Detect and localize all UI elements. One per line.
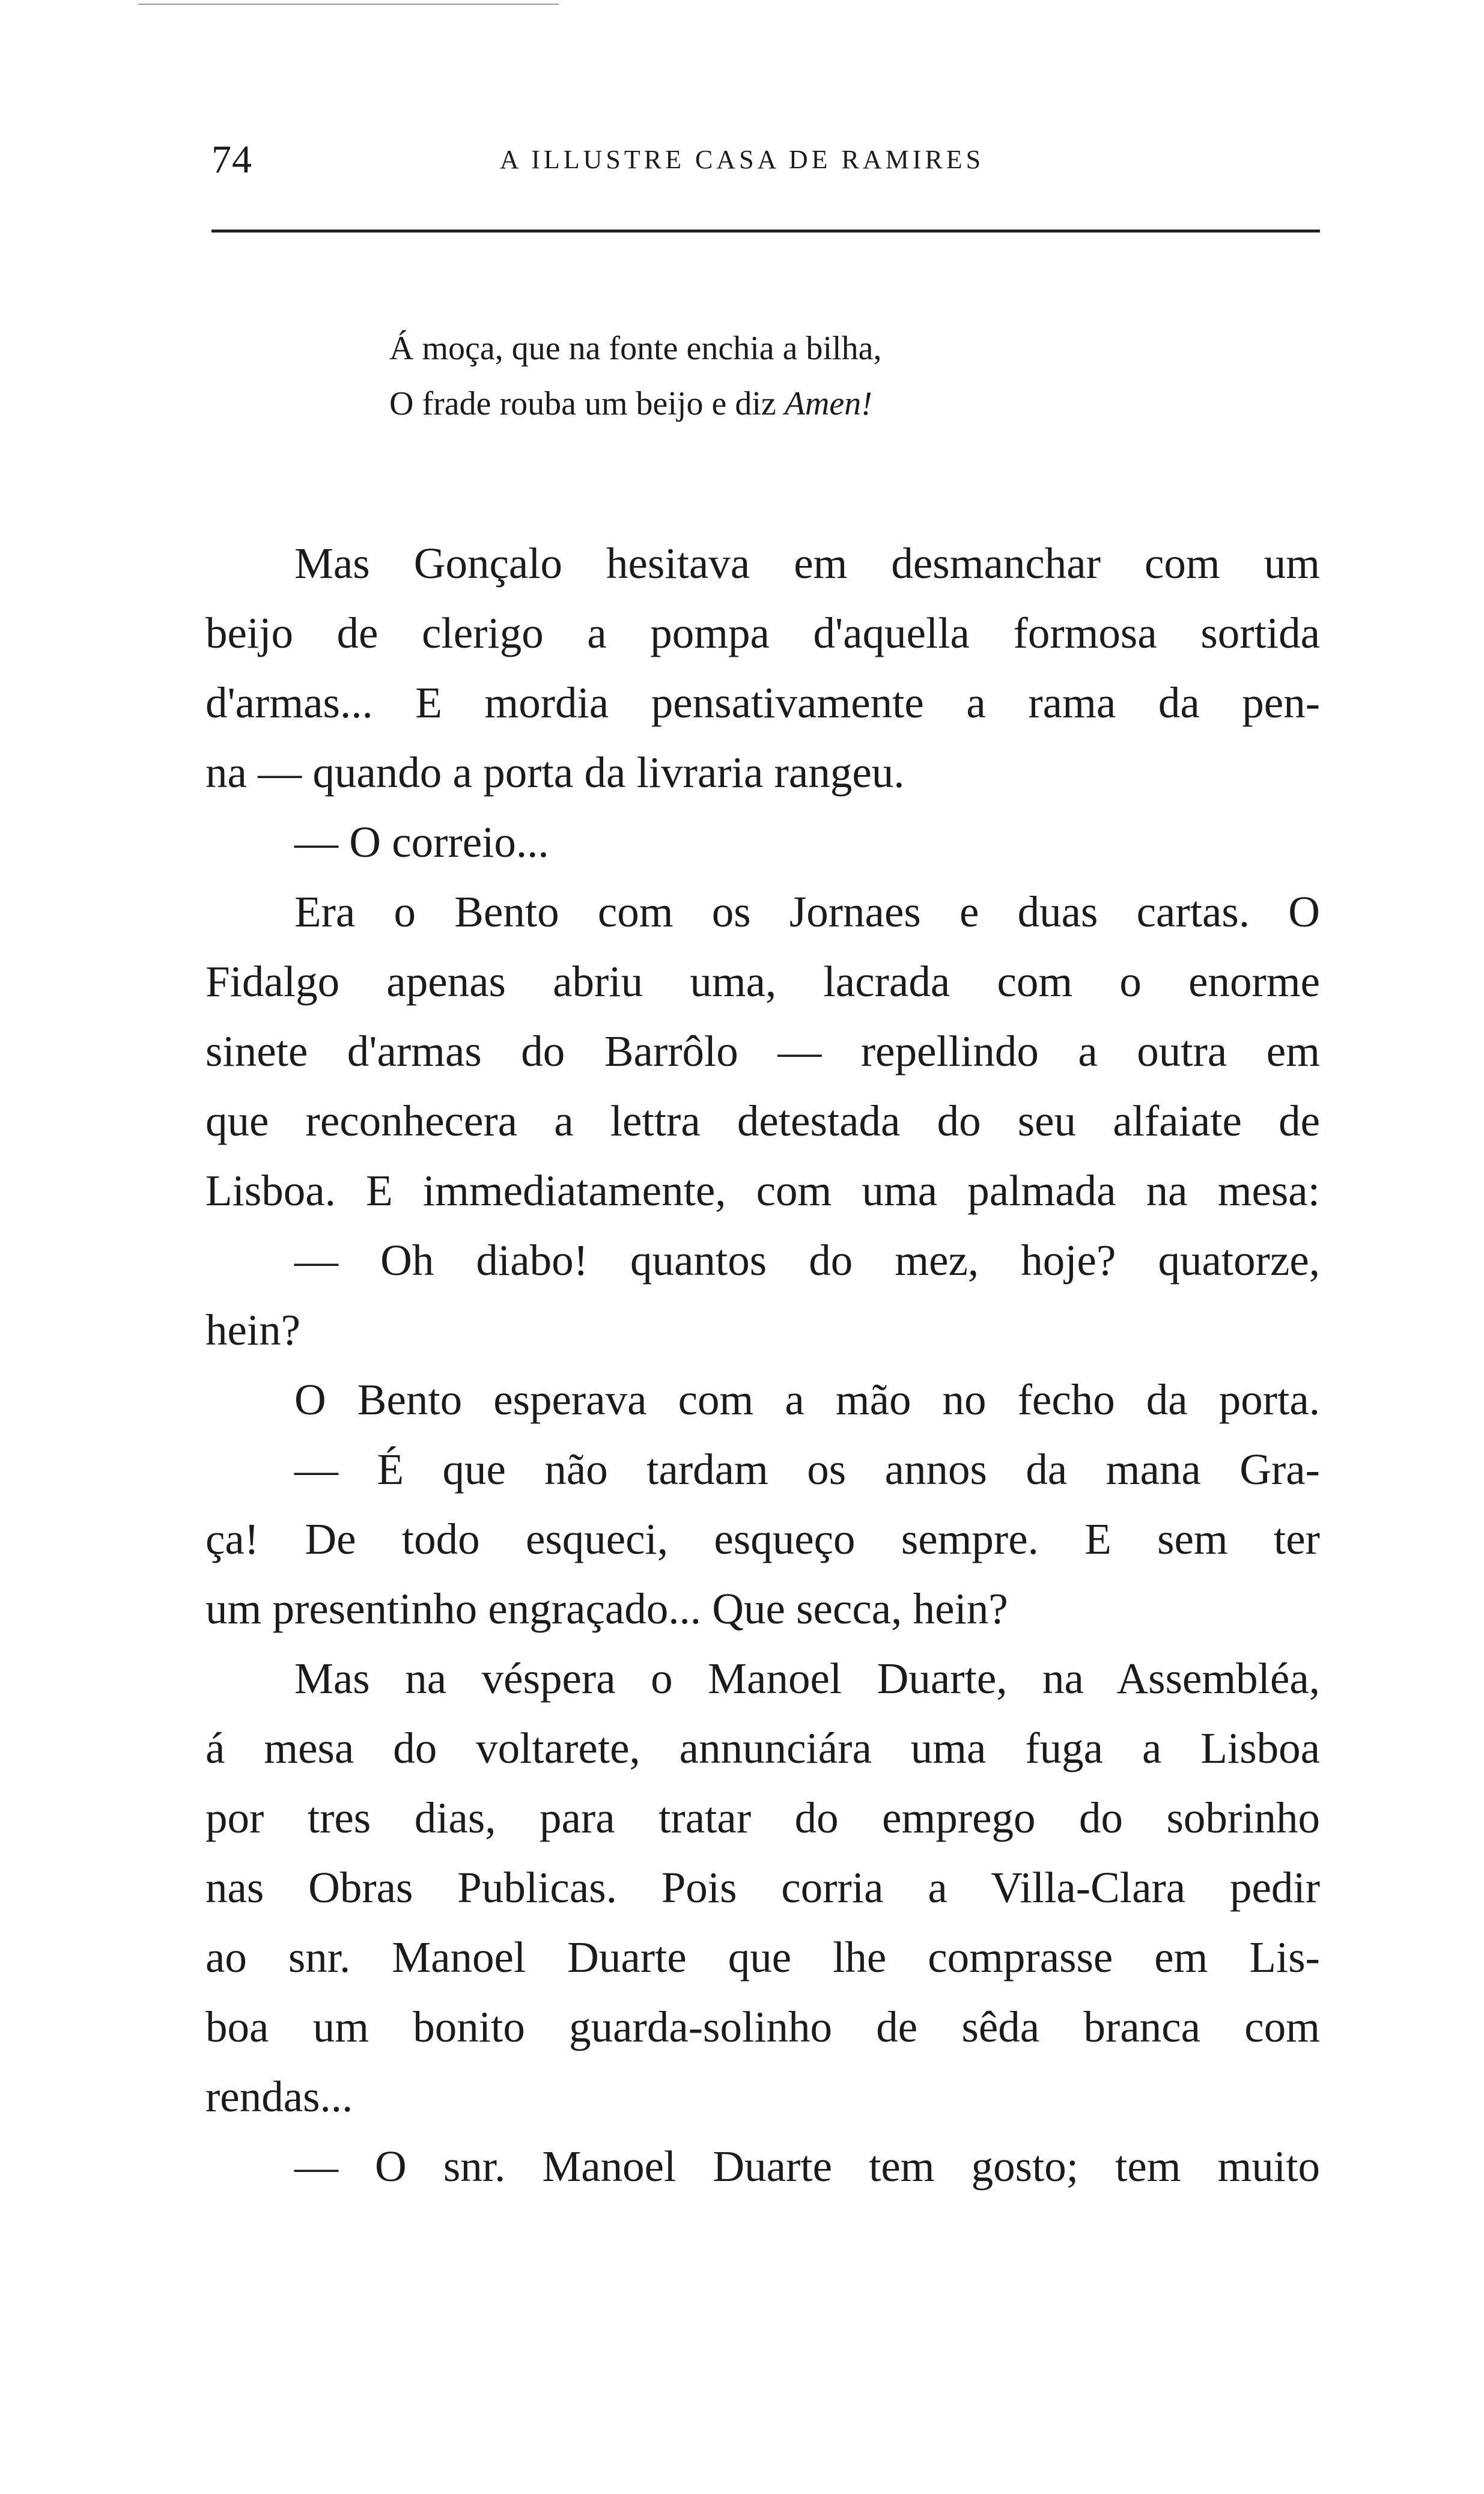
text-line: Fidalgo apenas abriu uma, lacrada com o enorme xyxy=(205,957,1320,1006)
text-line: ao snr. Manoel Duarte que lhe comprasse em Lis- xyxy=(205,1933,1320,1982)
running-head: A ILLUSTRE CASA DE RAMIRES xyxy=(499,145,985,174)
text-line: á mesa do voltarete, annunciára uma fuga a Lisboa xyxy=(205,1724,1320,1772)
verse-line-2-italic: Amen! xyxy=(784,385,872,422)
text-line: boa um bonito guarda-solinho de sêda branca com xyxy=(205,2003,1320,2051)
text-line: rendas... xyxy=(205,2072,353,2121)
verse-line-1: Á moça, que na fonte enchia a bilha, xyxy=(389,330,882,367)
text-line: hein? xyxy=(205,1306,301,1354)
text-line: na — quando a porta da livraria rangeu. xyxy=(205,748,905,797)
text-line: — O correio... xyxy=(294,818,549,866)
text-line: nas Obras Publicas. Pois corria a Villa-Clara pedir xyxy=(205,1863,1320,1912)
text-line: beijo de clerigo a pompa d'aquella formosa sortida xyxy=(205,609,1320,657)
text-line: Mas na véspera o Manoel Duarte, na Assembléa, xyxy=(294,1654,1320,1703)
scan-edge-rule xyxy=(138,4,559,5)
text-line: — É que não tardam os annos da mana Gra- xyxy=(294,1445,1320,1494)
text-line: — O snr. Manoel Duarte tem gosto; tem muito xyxy=(294,2142,1320,2191)
text-line: ça! De todo esqueci, esqueço sempre. E sem ter xyxy=(205,1515,1320,1563)
text-line: Era o Bento com os Jornaes e duas cartas. O xyxy=(294,887,1320,936)
verse-line-2 xyxy=(389,385,872,423)
text-line: que reconhecera a lettra detestada do seu alfaiate de xyxy=(205,1096,1320,1145)
text-line: por tres dias, para tratar do emprego do sobrinho xyxy=(205,1793,1320,1842)
header-rule xyxy=(211,230,1320,233)
page-number: 74 xyxy=(211,138,252,181)
text-line: d'armas... E mordia pensativamente a rama da pen- xyxy=(205,678,1320,727)
verse-line-2-text: O frade rouba um beijo e diz xyxy=(389,385,785,422)
text-line: sinete d'armas do Barrôlo — repellindo a outra em xyxy=(205,1027,1320,1075)
text-line: — Oh diabo! quantos do mez, hoje? quatorze, xyxy=(294,1236,1320,1285)
text-line: Lisboa. E immediatamente, com uma palmada na mesa: xyxy=(205,1166,1320,1215)
text-line: Mas Gonçalo hesitava em desmanchar com um xyxy=(294,539,1320,588)
body-text xyxy=(205,529,1320,2201)
text-line: O Bento esperava com a mão no fecho da porta. xyxy=(294,1375,1320,1424)
text-line: um presentinho engraçado... Que secca, hein? xyxy=(205,1584,1008,1633)
